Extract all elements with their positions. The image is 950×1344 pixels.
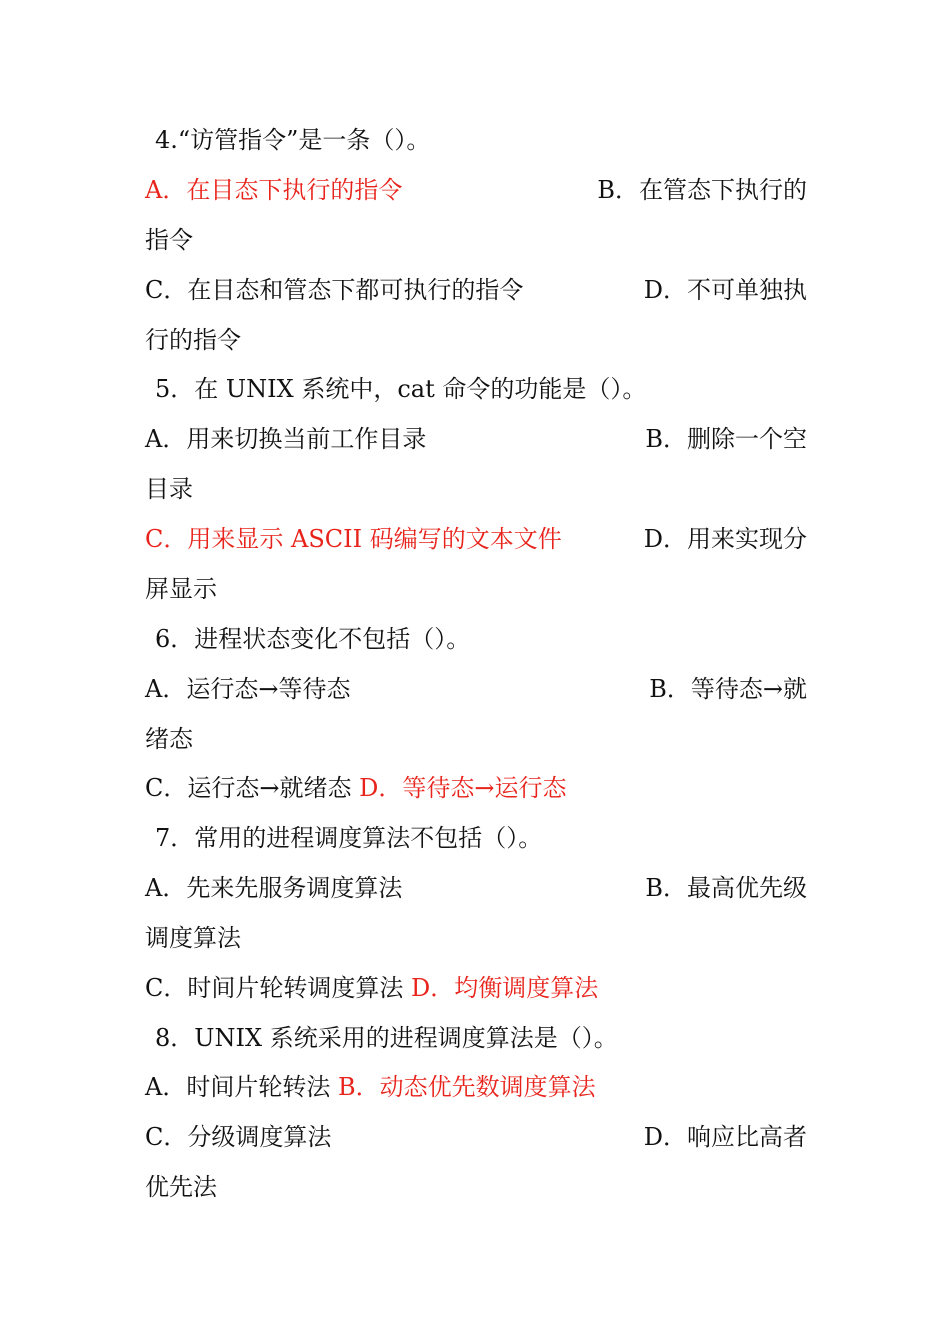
- option-left: C．在目态和管态下都可执行的指令: [145, 276, 524, 304]
- option-wrap: 指令: [145, 226, 193, 254]
- option-left: A．先来先服务调度算法: [145, 874, 403, 902]
- option-wrap: 调度算法: [145, 924, 241, 952]
- option-left: A．时间片轮转法: [145, 1073, 338, 1101]
- option-right: B．删除一个空: [645, 425, 807, 453]
- option-left: C．时间片轮转调度算法: [145, 974, 411, 1002]
- option-right: B．最高优先级: [645, 874, 807, 902]
- option-answer: C．用来显示 ASCII 码编写的文本文件: [145, 525, 562, 553]
- option-right: D．不可单独执: [643, 276, 807, 304]
- option-wrap: 绪态: [145, 725, 193, 753]
- option-right: B．在管态下执行的: [597, 176, 807, 204]
- option-left: C．分级调度算法: [145, 1123, 332, 1151]
- option-answer: A．在目态下执行的指令: [145, 176, 403, 204]
- option-right: D．用来实现分: [643, 525, 807, 553]
- option-left: A．运行态→等待态: [145, 675, 351, 703]
- option-answer: D．均衡调度算法: [411, 974, 599, 1002]
- option-left: A．用来切换当前工作目录: [145, 425, 427, 453]
- question-stem: 4.“访管指令”是一条（）。: [155, 126, 431, 154]
- option-wrap: 优先法: [145, 1173, 217, 1201]
- option-wrap: 行的指令: [145, 326, 241, 354]
- option-left: C．运行态→就绪态: [145, 774, 360, 802]
- option-wrap: 屏显示: [145, 575, 217, 603]
- option-row: [145, 771, 566, 805]
- question-stem: 7．常用的进程调度算法不包括（）。: [155, 824, 543, 852]
- option-row: [145, 1070, 596, 1104]
- option-answer: B．动态优先数调度算法: [337, 1073, 596, 1101]
- question-stem: 5．在 UNIX 系统中，cat 命令的功能是（）。: [155, 375, 647, 403]
- option-wrap: 目录: [145, 475, 193, 503]
- option-right: B．等待态→就: [649, 675, 807, 703]
- option-right: D．响应比高者: [643, 1123, 807, 1151]
- option-answer: D．等待态→运行态: [359, 774, 567, 802]
- question-stem: 8．UNIX 系统采用的进程调度算法是（）。: [155, 1024, 618, 1052]
- option-row: [145, 971, 598, 1005]
- question-stem: 6．进程状态变化不包括（）。: [155, 625, 471, 653]
